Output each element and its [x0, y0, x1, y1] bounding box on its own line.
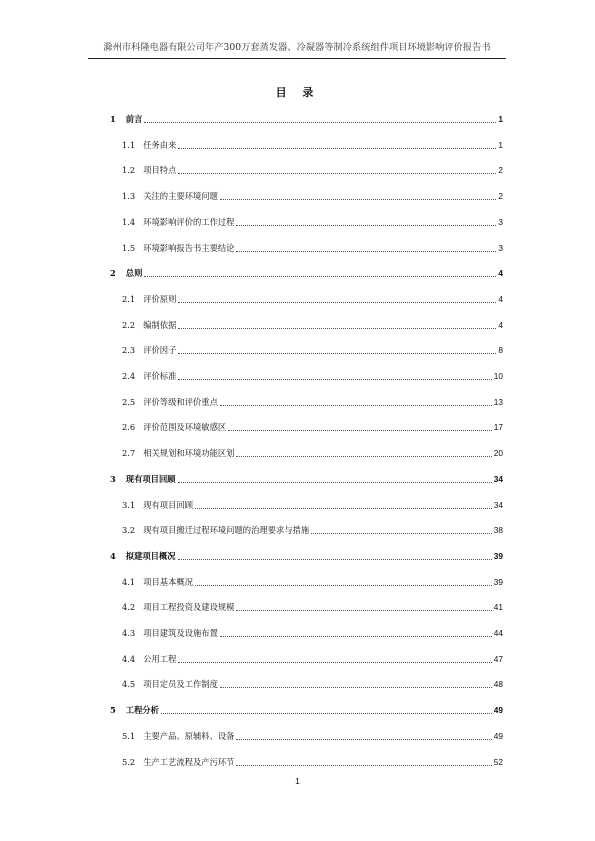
toc-entry-page: 2	[498, 191, 503, 202]
toc-entry-number: 4.1	[122, 576, 136, 587]
toc-dot-leader	[178, 559, 492, 560]
toc-entry-page: 49	[493, 705, 503, 716]
toc-dot-leader	[178, 328, 496, 329]
toc-entry-page: 1	[498, 139, 503, 150]
toc-dot-leader	[178, 148, 496, 149]
toc-section-entry[interactable]	[122, 577, 503, 588]
toc-section-entry[interactable]	[122, 500, 503, 511]
toc-entry-label: 评价因子	[143, 345, 177, 356]
toc-entry-number: 3	[110, 473, 116, 484]
toc-entry-number: 1.3	[122, 191, 136, 202]
toc-dot-leader	[144, 122, 496, 123]
toc-entry-number: 1.1	[122, 139, 136, 150]
header-rule	[88, 58, 506, 59]
toc-entry-number: 5.2	[122, 756, 136, 767]
toc-entry-page: 52	[493, 756, 503, 767]
toc-chapter-entry[interactable]	[110, 705, 503, 716]
toc-entry-label: 总则	[125, 268, 143, 279]
toc-chapter-entry[interactable]	[110, 551, 503, 562]
toc-entry-number: 1.4	[122, 216, 136, 227]
toc-entry-page: 48	[493, 679, 503, 690]
toc-dot-leader	[236, 765, 491, 766]
toc-entry-page: 17	[493, 422, 503, 433]
toc-entry-number: 2.6	[122, 422, 136, 433]
toc-section-entry[interactable]	[122, 371, 503, 382]
toc-entry-label: 项目工程投资及建设规模	[143, 602, 235, 613]
toc-section-entry[interactable]	[122, 679, 503, 690]
page-number: 1	[295, 776, 300, 786]
toc-entry-number: 2	[110, 268, 116, 279]
toc-section-entry[interactable]	[122, 345, 503, 356]
toc-section-entry[interactable]	[122, 422, 503, 433]
toc-entry-number: 4.5	[122, 679, 136, 690]
toc-entry-page: 39	[493, 550, 503, 561]
toc-dot-leader	[178, 302, 496, 303]
toc-dot-leader	[195, 508, 492, 509]
toc-entry-number: 5	[110, 705, 116, 716]
toc-entry-label: 项目定员及工作制度	[143, 679, 218, 690]
toc-dot-leader	[161, 713, 492, 714]
toc-entry-number: 4	[110, 550, 116, 561]
toc-entry-label: 编制依据	[143, 319, 177, 330]
toc-entry-label: 评价等级和评价重点	[143, 396, 218, 407]
toc-section-entry[interactable]	[122, 217, 503, 228]
toc-section-entry[interactable]	[122, 294, 503, 305]
toc-entry-number: 1	[110, 114, 116, 124]
toc-entry-page: 1	[498, 114, 503, 124]
toc-entry-number: 4.4	[122, 653, 136, 664]
toc-entry-page: 47	[493, 653, 503, 664]
toc-entry-number: 2.1	[122, 293, 136, 304]
toc-entry-label: 评价范围及环境敏感区	[143, 422, 227, 433]
toc-entry-label: 前言	[125, 114, 143, 124]
toc-entry-page: 3	[498, 242, 503, 253]
toc-title: 目 录	[275, 86, 320, 99]
toc-entry-label: 项目基本概况	[143, 576, 193, 587]
toc-entry-number: 2.3	[122, 345, 136, 356]
toc-entry-number: 2.7	[122, 448, 136, 459]
toc-entry-label: 现有项目回顾	[143, 499, 193, 510]
toc-section-entry[interactable]	[122, 731, 503, 742]
toc-entry-page: 4	[498, 268, 503, 279]
toc-entry-label: 现有项目回顾	[125, 473, 176, 484]
toc-section-entry[interactable]	[122, 191, 503, 202]
toc-entry-page: 44	[493, 628, 503, 638]
toc-dot-leader	[236, 225, 496, 226]
toc-entry-page: 10	[493, 371, 503, 381]
toc-dot-leader	[178, 353, 496, 354]
toc-entry-page: 3	[498, 216, 503, 227]
toc-entry-label: 主要产品、原辅料、设备	[143, 730, 235, 741]
toc-entry-page: 2	[498, 165, 503, 176]
toc-entry-label: 现有项目搬迁过程环境问题的治理要求与措施	[143, 525, 310, 536]
toc-section-entry[interactable]	[122, 397, 503, 408]
toc-entry-label: 生产工艺流程及产污环节	[143, 756, 235, 767]
toc-chapter-entry[interactable]	[110, 474, 503, 485]
toc-section-entry[interactable]	[122, 757, 503, 768]
toc-entry-page: 8	[498, 345, 503, 356]
toc-dot-leader	[228, 430, 492, 431]
toc-entry-label: 拟建项目概况	[125, 550, 176, 561]
toc-entry-page: 4	[498, 319, 503, 330]
toc-section-entry[interactable]	[122, 628, 503, 639]
toc-entry-page: 39	[493, 576, 503, 587]
toc-entry-page: 49	[493, 730, 503, 741]
toc-section-entry[interactable]	[122, 320, 503, 331]
toc-entry-label: 工程分析	[125, 705, 159, 716]
toc-entry-label: 关注的主要环境问题	[143, 191, 218, 202]
toc-section-entry[interactable]	[122, 165, 503, 176]
toc-dot-leader	[220, 405, 492, 406]
toc-entry-number: 1.2	[122, 165, 136, 176]
toc-section-entry[interactable]	[122, 654, 503, 665]
toc-entry-label: 环境影响报告书主要结论	[143, 242, 235, 253]
toc-entry-page: 38	[493, 525, 503, 536]
toc-entry-number: 1.5	[122, 242, 136, 253]
toc-chapter-entry[interactable]	[110, 268, 503, 279]
toc-entry-page: 41	[493, 602, 503, 613]
toc-section-entry[interactable]	[122, 243, 503, 254]
toc-dot-leader	[178, 379, 491, 380]
toc-dot-leader	[220, 636, 492, 637]
toc-dot-leader	[236, 456, 491, 457]
toc-chapter-entry[interactable]	[110, 114, 503, 125]
toc-dot-leader	[236, 251, 496, 252]
toc-dot-leader	[220, 687, 492, 688]
toc-dot-leader	[236, 610, 491, 611]
toc-entry-label: 项目建筑及设施布置	[143, 628, 218, 638]
toc-entry-number: 2.4	[122, 371, 136, 381]
toc-entry-number: 2.5	[122, 396, 136, 407]
toc-entry-label: 公用工程	[143, 653, 177, 664]
toc-dot-leader	[195, 585, 492, 586]
toc-section-entry[interactable]	[122, 140, 503, 151]
running-header: 滁州市科隆电器有限公司年产300万套蒸发器、冷凝器等制冷系统组件项目环境影响评价报告书	[103, 42, 491, 53]
toc-dot-leader	[178, 482, 492, 483]
toc-dot-leader	[178, 173, 496, 174]
toc-dot-leader	[311, 533, 492, 534]
toc-dot-leader	[220, 199, 496, 200]
toc-entry-label: 评价原则	[143, 293, 177, 304]
toc-entry-page: 34	[493, 473, 503, 484]
toc-entry-page: 20	[493, 448, 503, 459]
toc-entry-number: 3.1	[122, 499, 136, 510]
toc-entry-page: 13	[493, 396, 503, 407]
toc-entry-label: 评价标准	[143, 371, 177, 381]
toc-entry-number: 4.2	[122, 602, 136, 613]
toc-entry-label: 相关规划和环境功能区划	[143, 448, 235, 459]
toc-entry-number: 5.1	[122, 730, 136, 741]
toc-entry-page: 34	[493, 499, 503, 510]
toc-dot-leader	[236, 739, 491, 740]
toc-entry-page: 4	[498, 293, 503, 304]
toc-entry-number: 3.2	[122, 525, 136, 536]
toc-entry-label: 任务由来	[143, 139, 177, 150]
toc-entry-number: 4.3	[122, 628, 136, 638]
toc-dot-leader	[144, 276, 496, 277]
toc-section-entry[interactable]	[122, 525, 503, 536]
toc-entry-number: 2.2	[122, 319, 136, 330]
toc-entry-label: 环境影响评价的工作过程	[143, 216, 235, 227]
toc-section-entry[interactable]	[122, 602, 503, 613]
toc-entry-label: 项目特点	[143, 165, 177, 176]
toc-section-entry[interactable]	[122, 448, 503, 459]
toc-dot-leader	[178, 662, 491, 663]
